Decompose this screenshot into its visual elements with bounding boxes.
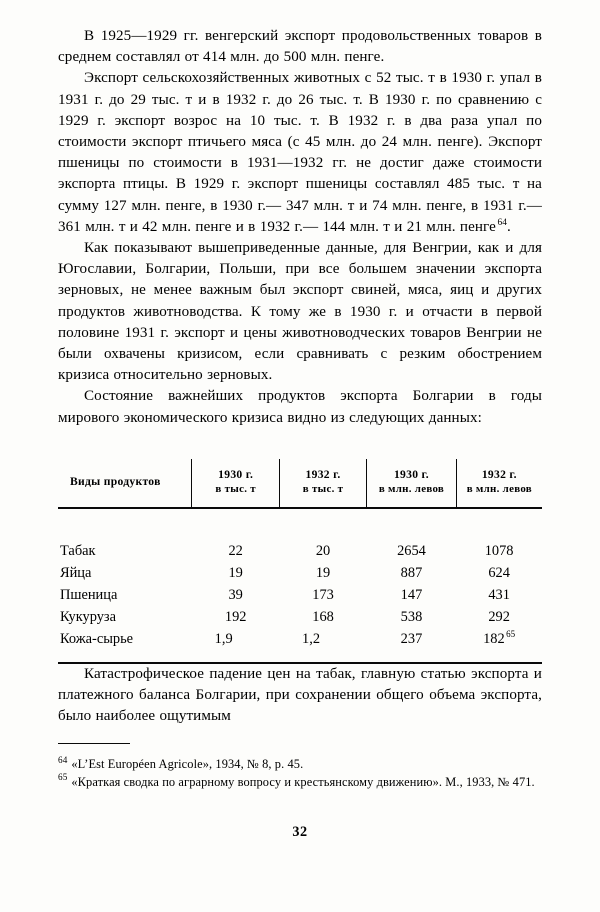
table-cell-product: Табак	[60, 542, 96, 559]
table-cell-1932-leva-value: 182	[483, 630, 505, 647]
table-row	[58, 607, 542, 629]
page-number: 32	[292, 824, 308, 840]
table-cell-1932-tons: 19	[315, 564, 331, 581]
paragraph-5: Катастрофическое падение цен на табак, главную статью экспорта и платежного баланса Болгарии, при сохранении общего объема экспорта, было наиболее ощутимым	[58, 665, 542, 724]
table-header-1930-leva	[367, 459, 456, 508]
footnote-65-marker: 65	[58, 772, 68, 783]
paragraph-4: Состояние важнейших продуктов экспорта Болгарии в годы мирового экономического кризиса видно из следующих данных:	[58, 388, 542, 426]
table-cell-1932-leva: 1078	[484, 542, 514, 559]
table-header-1932-leva	[456, 459, 542, 508]
table-top-rule	[58, 508, 542, 531]
table-body	[58, 531, 542, 663]
table-header-product	[58, 459, 192, 508]
paragraph-3: Как показывают вышеприведенные данные, для Венгрии, как и для Югославии, Болгарии, Польши, при все большем значении экспорта зерновых, не менее важным был экспорт свиней, мяса, яиц и других продуктов животноводства. К тому же в 1930 г. и отчасти в первой половине 1931 г. экспорт и цены животноводческих товаров Венгрии не были охвачены кризисом, если сравнивать с резким обострением кризиса относительно зерновых.	[58, 240, 542, 384]
table-cell-1932-leva: 431	[488, 586, 510, 603]
table-cell-product: Яйца	[60, 564, 92, 581]
table-header-1930-leva-line2: в млн. левов	[378, 483, 445, 496]
export-statistics-table	[58, 459, 542, 664]
table-row	[58, 629, 542, 651]
table-header-1930-tons-line1: 1930 г.	[218, 467, 254, 481]
table-header-1932-tons-line1: 1932 г.	[305, 467, 341, 481]
paragraph-1: В 1925—1929 гг. венгерский экспорт продовольственных товаров в среднем составлял от 414 млн. до 500 млн. пенге.	[58, 28, 542, 66]
page-body	[58, 26, 542, 727]
paragraph-2	[58, 68, 542, 238]
table-cell-1930-tons: 19	[228, 564, 243, 581]
table-row	[58, 585, 542, 607]
table-cell-1932-leva: 624	[488, 564, 510, 581]
table-cell-1930-leva: 2654	[397, 542, 426, 559]
footnotes-section	[58, 743, 542, 790]
footnote-65-text: «Краткая сводка по аграрному вопросу и крестьянскому движению». М., 1933, № 471.	[71, 774, 535, 789]
footnote-ref-64[interactable]: 64	[497, 217, 508, 228]
table-cell-1930-tons: 1,9	[214, 630, 233, 647]
footnote-separator-rule	[58, 743, 130, 744]
footnote-ref-65[interactable]: 65	[506, 628, 516, 639]
table-header-1930-tons-line2: в тыс. т	[215, 483, 256, 496]
table-top-rule-cell	[58, 508, 542, 531]
table-cell-1932-tons: 168	[312, 608, 334, 625]
table-cell-product: Пшеница	[60, 586, 118, 603]
table-header-1930-tons	[192, 459, 279, 508]
paragraph-2-tail: .	[507, 218, 511, 235]
table-header-1930-leva-line1: 1930 г.	[393, 467, 429, 481]
table-cell-1930-leva: 887	[400, 564, 423, 581]
table-cell-1932-leva	[456, 629, 542, 651]
table-bottom-rule-cell	[58, 651, 542, 663]
table-cell-1930-tons: 192	[224, 608, 247, 625]
table-bottom-rule	[58, 651, 542, 663]
footnote-64	[58, 756, 542, 773]
table-cell-1932-tons: 1,2	[302, 630, 321, 647]
table-header-1932-tons-line2: в тыс. т	[302, 483, 344, 496]
table-header-row	[58, 459, 542, 508]
table-cell-1930-leva: 237	[400, 630, 423, 647]
table-cell-product: Кукуруза	[60, 608, 116, 625]
table-cell-1932-leva: 292	[488, 608, 510, 625]
table-cell-1930-leva: 147	[400, 586, 423, 603]
table-cell-1930-tons: 39	[228, 586, 243, 603]
footnote-64-text: «L’Est Européen Agricole», 1934, № 8, p. 45.	[71, 757, 304, 771]
paragraph-2-text: Экспорт сельскохозяйственных животных с 52 тыс. т в 1930 г. упал в 1931 г. до 29 тыс. т и в 1932 г. до 26 тыс. т. В 1930 г. по сравнению с 1929 г. экспорт возрос на 10 тыс. т. В 1932 г. в два раза упал по стоимости экспорт птичьего мяса (с 45 млн. до 24 млн. пенге). Экспорт пшеницы по стоимости в 1931—1932 гг. не достиг даже стоимости экспорта птицы. В 1929 г. экспорт пшеницы составлял 485 тыс. т на сумму 127 млн. пенге, в 1930 г.— 347 млн. т и 74 млн. пенге, в 1931 г.— 361 млн. т и 42 млн. пенге и в 1932 г.— 144 млн. т и 21 млн. пенге	[58, 70, 542, 235]
table-cell-1930-leva: 538	[400, 608, 423, 625]
table-row	[58, 563, 542, 585]
table-header-1932-leva-line1: 1932 г.	[481, 467, 517, 481]
footnote-65	[58, 774, 542, 791]
table-cell-1932-tons: 173	[312, 586, 334, 603]
table-header-1932-tons	[279, 459, 366, 508]
table-row	[58, 531, 542, 563]
export-statistics-table-wrap	[58, 459, 542, 664]
table-cell-product: Кожа-сырье	[60, 630, 134, 647]
table-header-1932-leva-line2: в млн. левов	[466, 483, 532, 496]
footnote-64-marker: 64	[58, 754, 68, 765]
table-header-product-line1: Виды продуктов	[70, 475, 161, 489]
table-cell-1932-tons: 20	[315, 542, 331, 559]
table-cell-1930-tons: 22	[228, 542, 243, 559]
